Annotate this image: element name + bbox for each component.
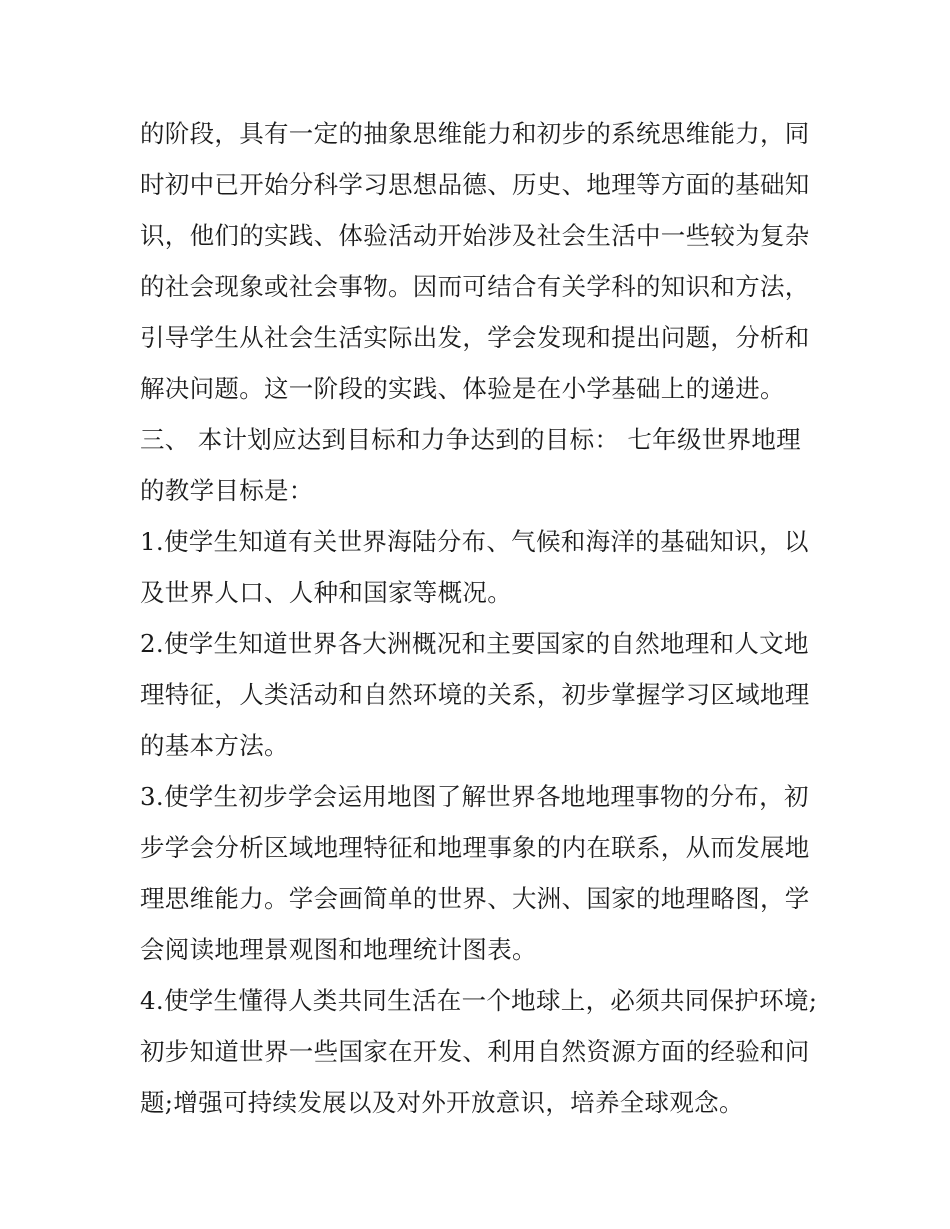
list-item-1: 1.使学生知道有关世界海陆分布、气候和海洋的基础知识，以 <box>140 527 809 556</box>
list-item-3: 3.使学生初步学会运用地图了解世界各地地理事物的分布，初 <box>140 782 809 811</box>
text-line: 的教学目标是： <box>140 476 314 505</box>
text-line: 理思维能力。学会画简单的世界、大洲、国家的地理略图，学 <box>140 884 810 913</box>
text-line: 的阶段，具有一定的抽象思维能力和初步的系统思维能力，同 <box>140 119 810 148</box>
text-line: 及世界人口、人种和国家等概况。 <box>140 578 512 607</box>
text-line: 步学会分析区域地理特征和地理事象的内在联系，从而发展地 <box>140 833 810 862</box>
text-line: 引导学生从社会生活实际出发，学会发现和提出问题，分析和 <box>140 323 810 352</box>
section-heading: 三、 本计划应达到目标和力争达到的目标： 七年级世界地理 <box>140 425 801 454</box>
body-text <box>140 108 820 1128</box>
text-line: 的社会现象或社会事物。因而可结合有关学科的知识和方法， <box>140 272 810 301</box>
text-line: 时初中已开始分科学习思想品德、历史、地理等方面的基础知 <box>140 170 810 199</box>
text-line: 会阅读地理景观图和地理统计图表。 <box>140 935 537 964</box>
text-line: 解决问题。这一阶段的实践、体验是在小学基础上的递进。 <box>140 374 785 403</box>
list-item-4: 4.使学生懂得人类共同生活在一个地球上，必须共同保护环境; <box>140 986 818 1015</box>
text-line: 题;增强可持续发展以及对外开放意识，培养全球观念。 <box>140 1088 744 1117</box>
text-line: 初步知道世界一些国家在开发、利用自然资源方面的经验和问 <box>140 1037 810 1066</box>
text-line: 的基本方法。 <box>140 731 289 760</box>
list-item-2: 2.使学生知道世界各大洲概况和主要国家的自然地理和人文地 <box>140 629 809 658</box>
text-line: 识，他们的实践、体验活动开始涉及社会生活中一些较为复杂 <box>140 221 810 250</box>
text-line: 理特征，人类活动和自然环境的关系，初步掌握学习区域地理 <box>140 680 810 709</box>
